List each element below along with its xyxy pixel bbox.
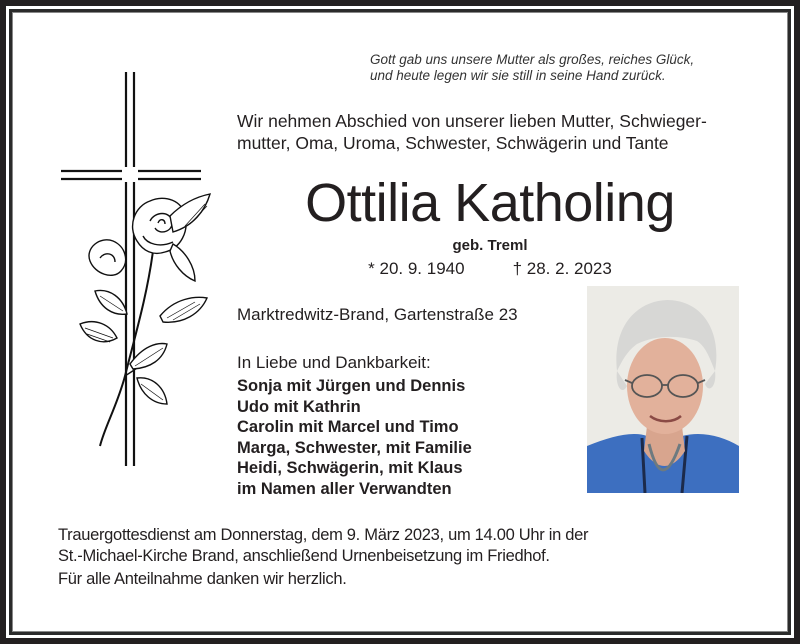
death-date: † 28. 2. 2023	[512, 259, 612, 278]
address: Marktredwitz-Brand, Gartenstraße 23	[237, 305, 518, 324]
portrait-photo	[587, 286, 739, 493]
mourner-line: Heidi, Schwägerin, mit Klaus	[237, 459, 463, 477]
motto-line-1: Gott gab uns unsere Mutter als großes, reiches Glück,	[370, 52, 695, 67]
motto-line-2: und heute legen wir sie still in seine Hand zurück.	[370, 68, 666, 83]
intro-line-1: Wir nehmen Abschied von unserer lieben Mutter, Schwieger-	[237, 111, 707, 131]
mourners-list	[237, 376, 472, 499]
mourner-line: Carolin mit Marcel und Timo	[237, 418, 459, 436]
mourner-line: Sonja mit Jürgen und Dennis	[237, 377, 466, 395]
maiden-name: geb. Treml	[452, 237, 528, 254]
mourner-line: im Namen aller Verwandten	[237, 479, 452, 498]
mourner-line: Udo mit Kathrin	[237, 397, 361, 416]
thanks-label: In Liebe und Dankbarkeit:	[237, 353, 431, 372]
intro-text	[237, 110, 777, 154]
service-line-1: Trauergottesdienst am Donnerstag, dem 9. März 2023, um 14.00 Uhr in der	[58, 526, 589, 544]
deceased-name: Ottilia Katholing	[305, 173, 675, 233]
mourner-line: Marga, Schwester, mit Familie	[237, 438, 472, 457]
closing-text: Für alle Anteilnahme danken wir herzlich.	[58, 570, 347, 588]
motto-verse	[370, 52, 770, 84]
birth-date: * 20. 9. 1940	[368, 259, 465, 278]
cross-with-rose-icon	[55, 66, 215, 476]
service-line-2: St.-Michael-Kirche Brand, anschließend Urnenbeisetzung im Friedhof.	[58, 547, 550, 565]
intro-line-2: mutter, Oma, Uroma, Schwester, Schwägerin und Tante	[237, 133, 669, 153]
service-info	[58, 525, 758, 567]
life-dates	[340, 258, 640, 280]
